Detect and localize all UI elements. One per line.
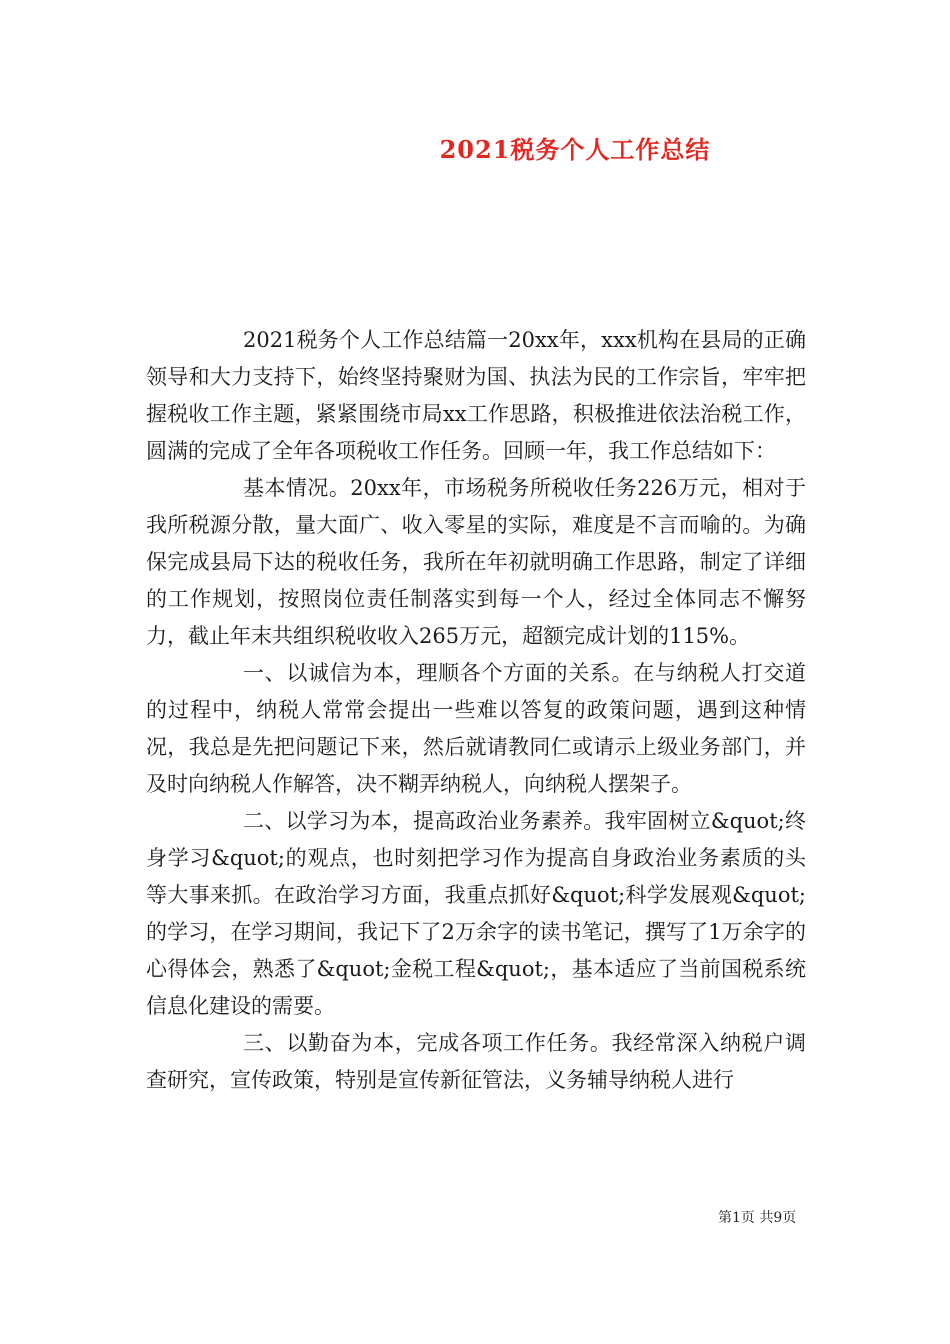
paragraph-intro: 2021税务个人工作总结篇一20xx年，xxx机构在县局的正确领导和大力支持下，始终坚持聚财为国、执法为民的工作宗旨，牢牢把握税收工作主题，紧紧围绕市局xx工作思路，积极推进依法治税工作，圆满的完成了全年各项税收工作任务。回顾一年，我工作总结如下： — [146, 328, 806, 463]
paragraph-section-two: 二、以学习为本，提高政治业务素养。我牢固树立&quot;终身学习&quot;的观点，也时刻把学习作为提高自身政治业务素质的头等大事来抓。在政治学习方面，我重点抓好&quot;科学发展观&quot;的学习，在学习期间，我记下了2万余字的读书笔记，撰写了1万余字的心得体会，熟悉了&quot;金税工程&quot;，基本适应了当前国税系统信息化建设的需要。 — [146, 809, 806, 1018]
paragraph-section-three: 三、以勤奋为本，完成各项工作任务。我经常深入纳税户调查研究，宣传政策，特别是宣传新征管法，义务辅导纳税人进行 — [146, 1031, 806, 1092]
document-title: 2021税务个人工作总结 — [439, 135, 711, 164]
page-number-footer: 第1页 共9页 — [718, 1210, 797, 1226]
paragraph-basic-situation: 基本情况。20xx年，市场税务所税收任务226万元，相对于我所税源分散，量大面广、收入零星的实际，难度是不言而喻的。为确保完成县局下达的税收任务，我所在年初就明确工作思路，制定了详细的工作规划，按照岗位责任制落实到每一个人，经过全体同志不懈努力，截止年末共组织税收收入265万元，超额完成计划的115%。 — [146, 476, 806, 648]
document-body — [146, 322, 806, 1099]
paragraph-section-one: 一、以诚信为本，理顺各个方面的关系。在与纳税人打交道的过程中，纳税人常常会提出一些难以答复的政策问题，遇到这种情况，我总是先把问题记下来，然后就请教同仁或请示上级业务部门，并及时向纳税人作解答，决不糊弄纳税人，向纳税人摆架子。 — [146, 661, 806, 796]
